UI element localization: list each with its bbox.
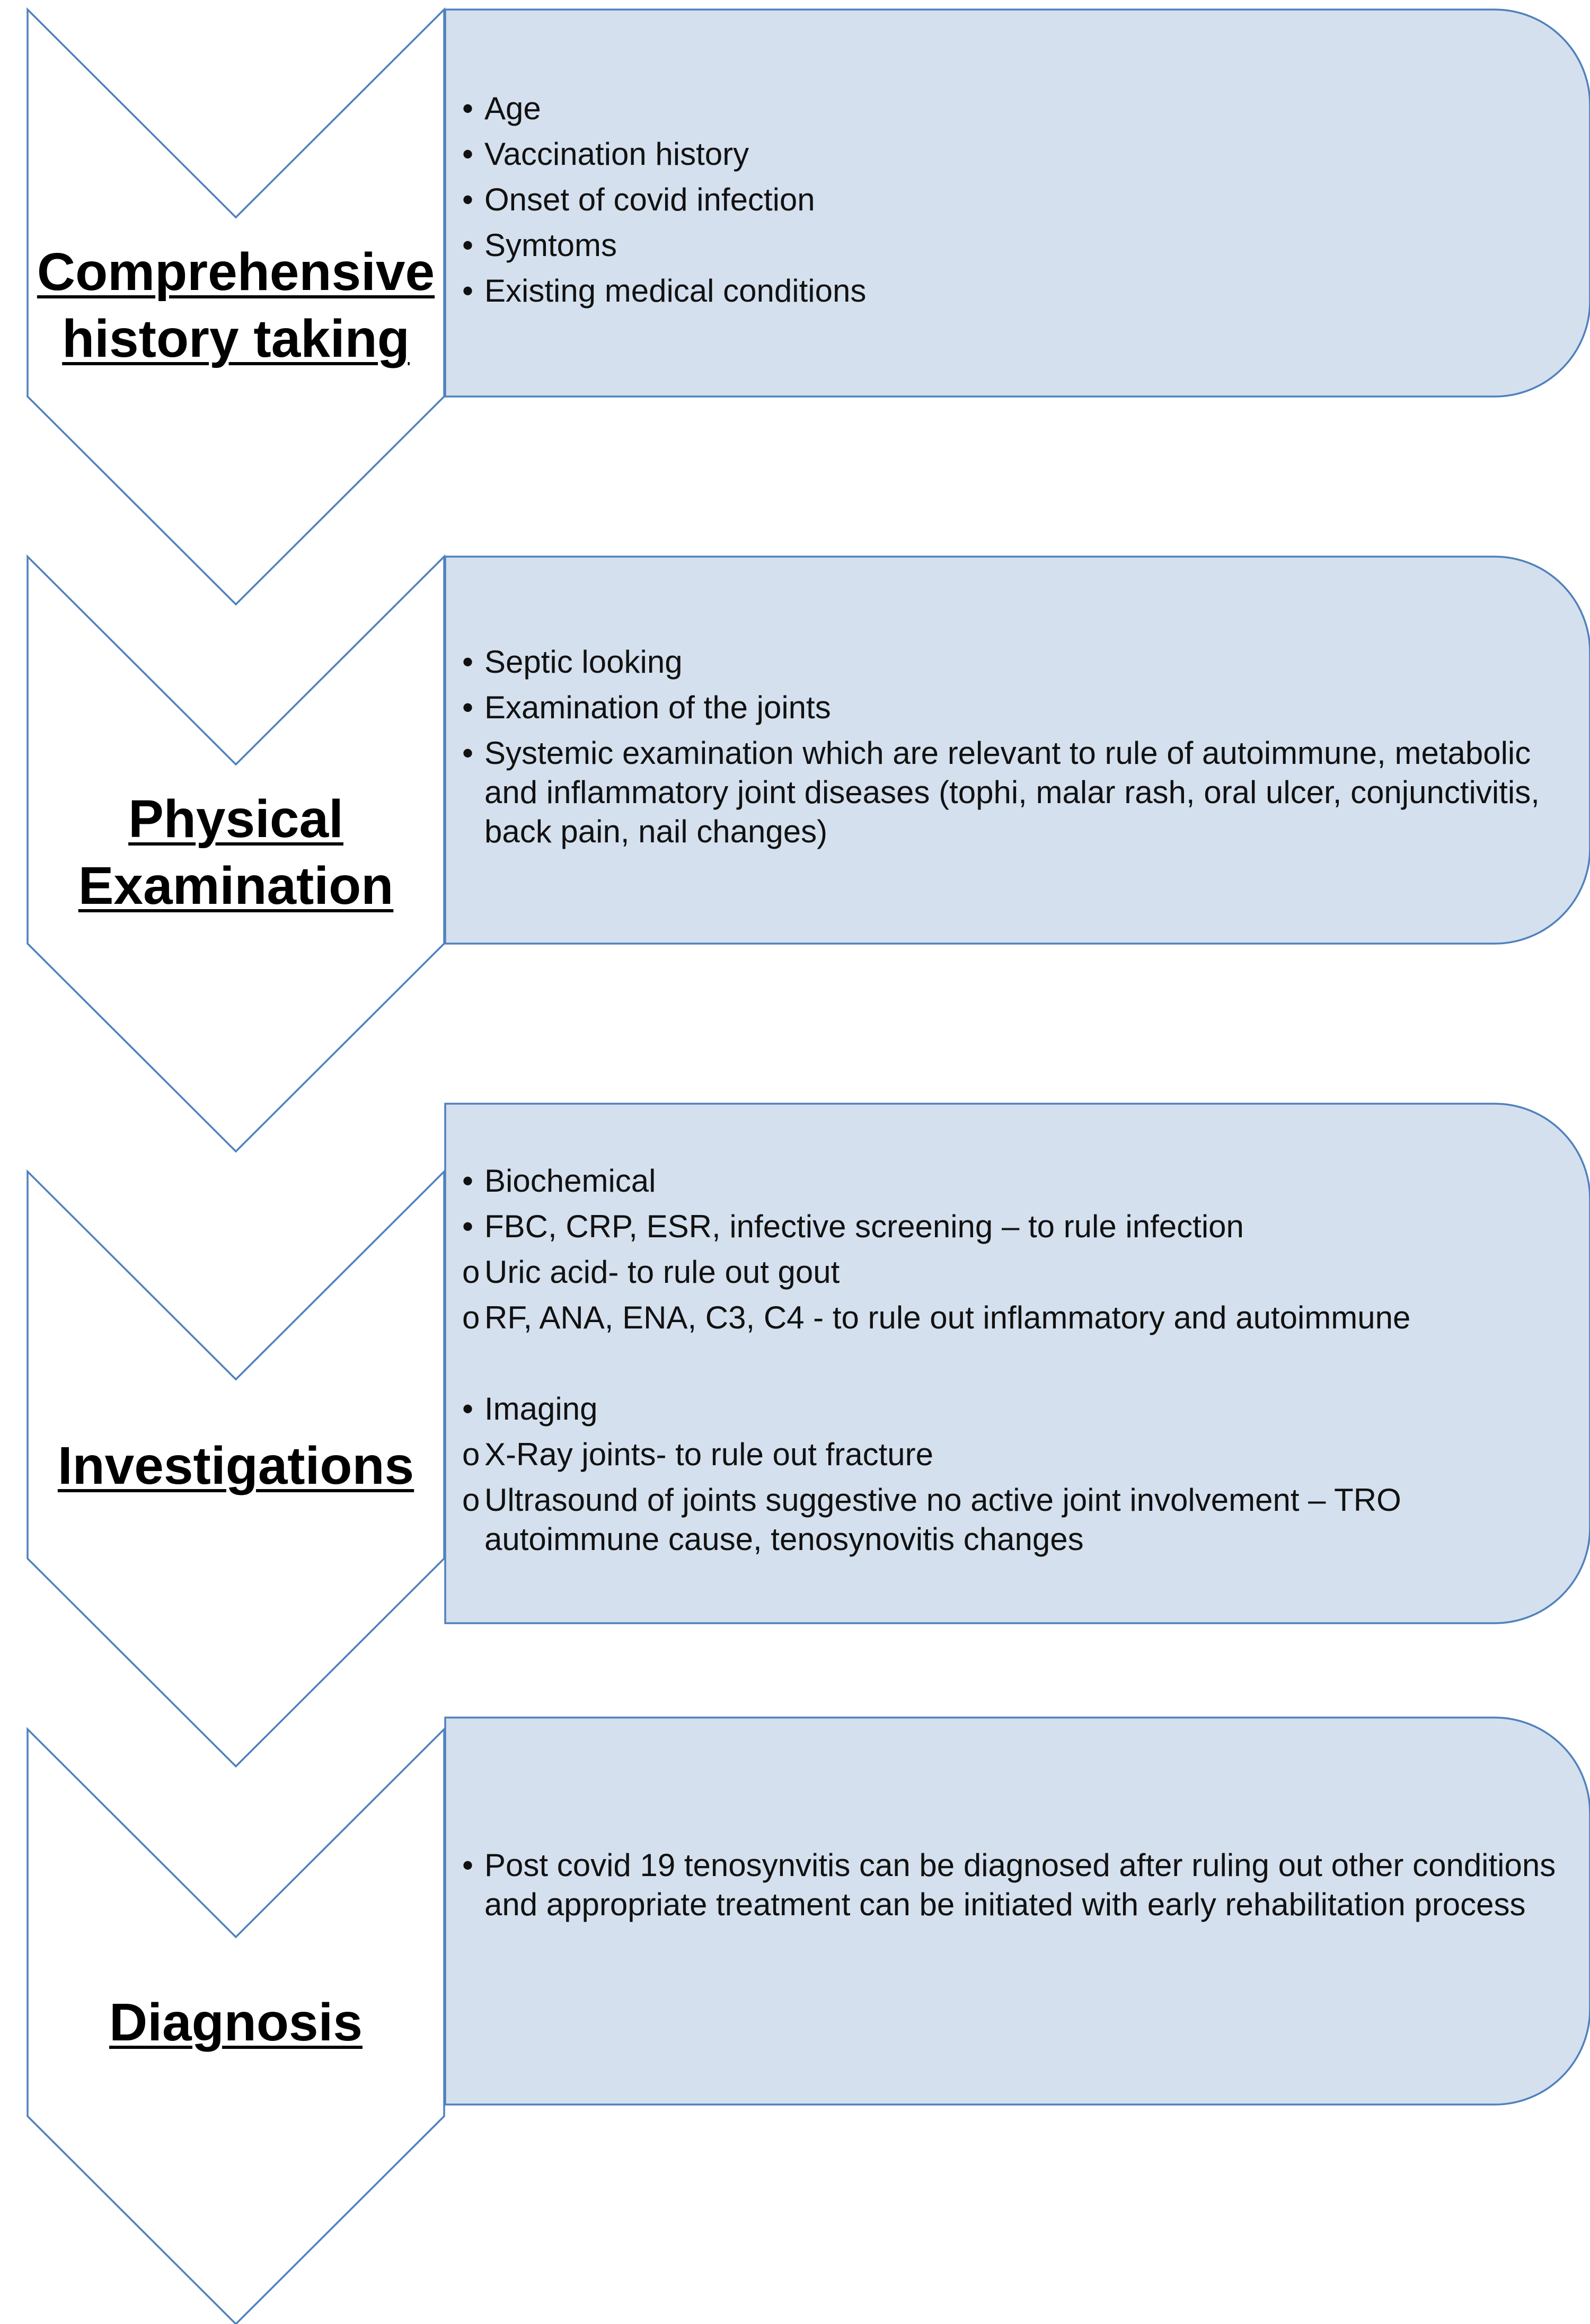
circle-marker: o xyxy=(462,1437,480,1472)
list-item xyxy=(462,1249,1565,1295)
bullet-marker: • xyxy=(462,1163,474,1199)
step-1-list xyxy=(462,86,1565,314)
step-4-title-line-1: Diagnosis xyxy=(109,1993,363,2052)
bullet-marker: • xyxy=(462,273,474,309)
bullet-marker: • xyxy=(462,91,474,126)
list-item xyxy=(462,86,1565,131)
list-item xyxy=(462,1432,1565,1477)
list-item xyxy=(462,177,1565,223)
list-item xyxy=(462,1158,1565,1204)
list-item-text: Onset of covid infection xyxy=(484,182,815,217)
list-item xyxy=(462,1846,1565,1924)
list-item-text: Uric acid- to rule out gout xyxy=(484,1254,840,1290)
list-item xyxy=(462,734,1565,851)
step-3-list xyxy=(462,1158,1565,1559)
bullet-marker: • xyxy=(462,227,474,263)
list-item-text: Imaging xyxy=(484,1391,598,1427)
bullet-marker: • xyxy=(462,1209,474,1244)
list-item xyxy=(462,268,1565,314)
bullet-marker: • xyxy=(462,644,474,680)
list-item xyxy=(462,688,1565,727)
list-item-text: Biochemical xyxy=(484,1163,656,1199)
list-item xyxy=(462,223,1565,268)
list-item-text: Post covid 19 tenosynvitis can be diagnosed after ruling out other conditions and appropriate treatment can be initiated with early rehabilitation process xyxy=(484,1847,1556,1922)
step-2-title-line-1: Physical xyxy=(128,789,343,849)
list-item-text: Septic looking xyxy=(484,644,683,680)
step-1-title-line-1: Comprehensive xyxy=(37,242,435,302)
step-1-title-line-2: history taking xyxy=(62,309,410,368)
list-item xyxy=(462,1386,1565,1432)
circle-marker: o xyxy=(462,1300,480,1335)
step-4-title xyxy=(26,1989,445,2056)
step-4-list xyxy=(462,1846,1565,1924)
list-item-text: Symtoms xyxy=(484,227,617,263)
step-2-list xyxy=(462,642,1565,858)
list-item xyxy=(462,642,1565,682)
bullet-marker: • xyxy=(462,735,474,771)
bullet-marker: • xyxy=(462,1391,474,1427)
step-2-title-line-2: Examination xyxy=(78,856,394,915)
list-item-text: RF, ANA, ENA, C3, C4 - to rule out inflammatory and autoimmune xyxy=(484,1300,1411,1335)
bullet-marker: • xyxy=(462,1847,474,1883)
list-item-text: Systemic examination which are relevant to rule of autoimmune, metabolic and inflammatory joint diseases (tophi, malar rash, oral ulcer, conjunctivitis, back pain, nail changes) xyxy=(484,735,1540,849)
bullet-marker: • xyxy=(462,690,474,725)
bullet-marker: • xyxy=(462,136,474,172)
list-item-text: Ultrasound of joints suggestive no active joint involvement – TRO autoimmune cause, tenosynovitis changes xyxy=(484,1482,1401,1557)
circle-marker: o xyxy=(462,1482,480,1518)
circle-marker: o xyxy=(462,1254,480,1290)
list-item xyxy=(462,1481,1565,1559)
list-item xyxy=(462,1295,1565,1341)
list-item-text: Age xyxy=(484,91,541,126)
step-1-title xyxy=(26,239,445,372)
list-spacer xyxy=(462,1341,1565,1386)
bullet-marker: • xyxy=(462,182,474,217)
step-3-title-line-1: Investigations xyxy=(57,1436,414,1495)
list-item-text: Vaccination history xyxy=(484,136,749,172)
list-item-text: Existing medical conditions xyxy=(484,273,867,309)
list-item xyxy=(462,131,1565,177)
list-item xyxy=(462,1204,1565,1249)
list-item-text: X-Ray joints- to rule out fracture xyxy=(484,1437,934,1472)
list-item-text: FBC, CRP, ESR, infective screening – to rule infection xyxy=(484,1209,1244,1244)
list-item-text: Examination of the joints xyxy=(484,690,831,725)
step-2-title xyxy=(26,786,445,919)
step-3-title xyxy=(26,1432,445,1499)
